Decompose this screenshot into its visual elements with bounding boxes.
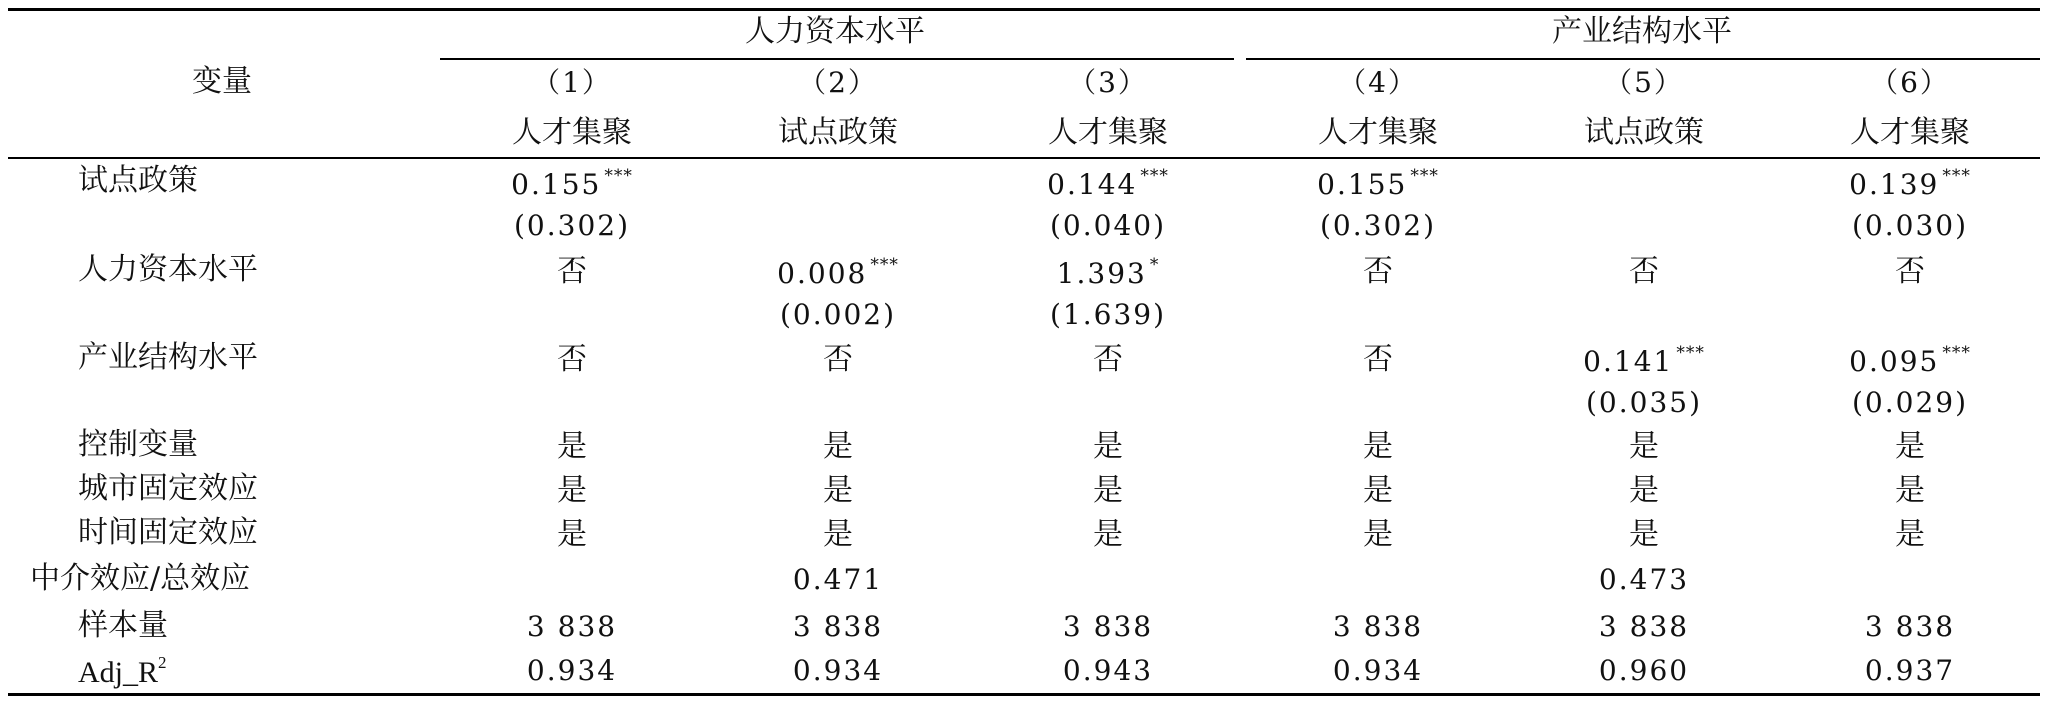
sample-size-value: 3 838 <box>1598 610 1690 643</box>
table-cell <box>1849 345 1971 376</box>
cell-value: 是 <box>1629 429 1659 464</box>
cell-value: 是 <box>1895 473 1925 508</box>
table-cell <box>1629 473 1659 508</box>
table-cell <box>777 257 899 288</box>
significance-stars: *** <box>1140 166 1169 186</box>
cell-value: 是 <box>557 517 587 552</box>
standard-error: (0.029) <box>1851 386 1969 419</box>
adj-r2-value: 0.934 <box>1332 654 1424 687</box>
table-cell <box>1047 168 1169 199</box>
bottom-rule <box>8 693 2040 696</box>
row-label-sample: 样本量 <box>78 608 168 643</box>
table-cell <box>557 429 587 464</box>
table-cell <box>823 473 853 508</box>
table-cell <box>1363 517 1393 552</box>
significance-stars: * <box>1149 255 1160 275</box>
table-cell <box>823 517 853 552</box>
table-cell <box>1895 517 1925 552</box>
column-dependent-3: 人才集聚 <box>1048 115 1168 150</box>
standard-error: (0.302) <box>1319 209 1437 242</box>
table-cell <box>1583 345 1705 376</box>
significance-stars: *** <box>1942 343 1971 363</box>
cell-value: 0.141 <box>1583 345 1674 378</box>
sample-size-value: 3 838 <box>526 610 618 643</box>
table-cell <box>1629 517 1659 552</box>
standard-error: (0.030) <box>1851 209 1969 242</box>
cell-value: 否 <box>823 342 853 377</box>
row-label: 人力资本水平 <box>78 252 258 287</box>
cell-value: 否 <box>1895 254 1925 289</box>
cell-value: 1.393 <box>1056 257 1147 290</box>
cell-value: 是 <box>1093 473 1123 508</box>
table-cell <box>1895 473 1925 508</box>
column-dependent-6: 人才集聚 <box>1850 115 1970 150</box>
table-cell <box>1093 473 1123 508</box>
adj-r2-superscript: 2 <box>158 653 167 672</box>
standard-error: (0.040) <box>1049 209 1167 242</box>
table-cell <box>823 429 853 464</box>
table-cell <box>1629 429 1659 464</box>
sample-size-value: 3 838 <box>1332 610 1424 643</box>
column-number-5: （5） <box>1604 66 1684 99</box>
cell-value: 是 <box>1629 473 1659 508</box>
cell-value: 是 <box>557 429 587 464</box>
mediation-value: 0.473 <box>1598 563 1690 596</box>
sample-size-value: 3 838 <box>1062 610 1154 643</box>
standard-error: (0.002) <box>779 298 897 331</box>
mediation-value: 0.471 <box>792 563 884 596</box>
table-cell <box>823 342 853 377</box>
adj-r2-value: 0.934 <box>526 654 618 687</box>
top-rule <box>8 8 2040 11</box>
cell-value: 是 <box>1363 473 1393 508</box>
cell-value: 是 <box>1363 429 1393 464</box>
cell-value: 否 <box>557 254 587 289</box>
column-dependent-5: 试点政策 <box>1584 115 1704 150</box>
sample-size-value: 3 838 <box>1864 610 1956 643</box>
table-cell <box>557 517 587 552</box>
table-cell <box>1895 429 1925 464</box>
cell-value: 0.144 <box>1047 168 1138 201</box>
standard-error: (1.639) <box>1049 298 1167 331</box>
table-cell <box>1363 429 1393 464</box>
cell-value: 是 <box>823 429 853 464</box>
cell-value: 0.008 <box>777 257 868 290</box>
column-dependent-2: 试点政策 <box>778 115 898 150</box>
table-cell <box>1093 342 1123 377</box>
group-rule-industry-structure <box>1246 58 2040 60</box>
column-dependent-4: 人才集聚 <box>1318 115 1438 150</box>
cell-value: 0.095 <box>1849 345 1940 378</box>
row-label: 城市固定效应 <box>78 471 258 506</box>
row-label: 控制变量 <box>78 427 198 462</box>
table-cell <box>1895 254 1925 289</box>
cell-value: 是 <box>823 473 853 508</box>
significance-stars: *** <box>1942 166 1971 186</box>
table-cell <box>1363 342 1393 377</box>
significance-stars: *** <box>604 166 633 186</box>
cell-value: 是 <box>557 473 587 508</box>
cell-value: 是 <box>823 517 853 552</box>
adj-r2-value: 0.937 <box>1864 654 1956 687</box>
cell-value: 否 <box>1093 342 1123 377</box>
table-cell <box>557 342 587 377</box>
row-label: 产业结构水平 <box>78 340 258 375</box>
column-number-2: （2） <box>798 66 878 99</box>
cell-value: 是 <box>1629 517 1659 552</box>
row-label: 时间固定效应 <box>78 515 258 550</box>
table-cell <box>1093 517 1123 552</box>
sample-size-value: 3 838 <box>792 610 884 643</box>
adj-r2-value: 0.934 <box>792 654 884 687</box>
table-cell <box>1057 257 1160 288</box>
group-rule-human-capital <box>440 58 1234 60</box>
column-dependent-1: 人才集聚 <box>512 115 632 150</box>
cell-value: 是 <box>1895 429 1925 464</box>
group-header-industry-structure: 产业结构水平 <box>1552 14 1732 49</box>
significance-stars: *** <box>1410 166 1439 186</box>
cell-value: 0.155 <box>511 168 602 201</box>
standard-error: (0.035) <box>1585 386 1703 419</box>
column-number-3: （3） <box>1068 66 1148 99</box>
cell-value: 否 <box>557 342 587 377</box>
column-number-4: （4） <box>1338 66 1418 99</box>
table-cell <box>557 473 587 508</box>
variable-header: 变量 <box>192 64 252 99</box>
row-label-mediation: 中介效应/总效应 <box>30 561 251 596</box>
row-label-adj-r2 <box>78 654 167 688</box>
table-cell <box>1093 429 1123 464</box>
table-cell <box>1363 254 1393 289</box>
adj-r2-value: 0.960 <box>1598 654 1690 687</box>
header-rule <box>8 157 2040 159</box>
cell-value: 是 <box>1093 517 1123 552</box>
cell-value: 是 <box>1895 517 1925 552</box>
cell-value: 否 <box>1629 254 1659 289</box>
cell-value: 是 <box>1093 429 1123 464</box>
column-number-1: （1） <box>532 66 612 99</box>
cell-value: 否 <box>1363 342 1393 377</box>
column-number-6: （6） <box>1870 66 1950 99</box>
significance-stars: *** <box>870 255 899 275</box>
adj-r2-value: 0.943 <box>1062 654 1154 687</box>
table-cell <box>1363 473 1393 508</box>
standard-error: (0.302) <box>513 209 631 242</box>
table-cell <box>557 254 587 289</box>
table-cell <box>1849 168 1971 199</box>
significance-stars: *** <box>1676 343 1705 363</box>
table-cell <box>511 168 633 199</box>
cell-value: 0.155 <box>1317 168 1408 201</box>
table-cell <box>1317 168 1439 199</box>
adj-r2-label-text: Adj_R <box>78 656 159 689</box>
cell-value: 0.139 <box>1849 168 1940 201</box>
row-label: 试点政策 <box>78 163 198 198</box>
group-header-human-capital: 人力资本水平 <box>745 14 925 49</box>
table-cell <box>1629 254 1659 289</box>
cell-value: 是 <box>1363 517 1393 552</box>
cell-value: 否 <box>1363 254 1393 289</box>
